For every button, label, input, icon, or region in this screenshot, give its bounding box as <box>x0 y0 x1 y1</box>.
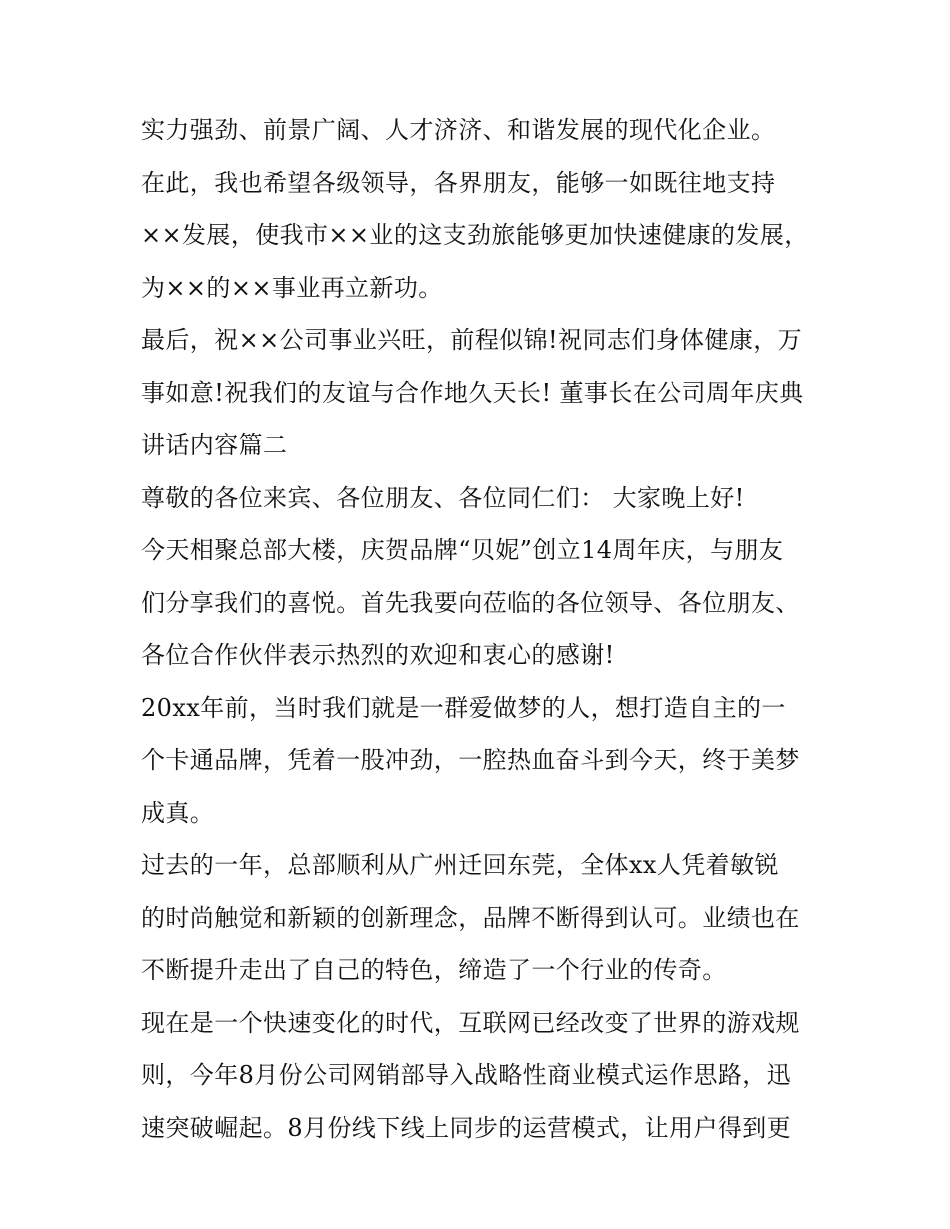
text-line: 的时尚触觉和新颖的创新理念，品牌不断得到认可。业绩也在 <box>141 903 800 932</box>
document-body <box>141 104 821 1154</box>
text-line: 各位合作伙伴表示热烈的欢迎和衷心的感谢! <box>141 641 615 669</box>
section-heading: 讲话内容篇二 <box>141 431 288 459</box>
greeting-line: 尊敬的各位来宾、各位朋友、各位同仁们： 大家晚上好! <box>141 483 745 512</box>
text-line: 们分享我们的喜悦。首先我要向莅临的各位领导、各位朋友、 <box>141 588 800 617</box>
text-line: 今天相聚总部大楼，庆贺品牌“贝妮”创立14周年庆，与朋友 <box>141 536 784 564</box>
text-line: 为××的××事业再立新功。 <box>141 273 443 302</box>
text-line: 则，今年8月份公司网销部导入战略性商业模式运作思路，迅 <box>141 1061 792 1089</box>
text-line: 在此，我也希望各级领导，各界朋友，能够一如既往地支持 <box>141 168 776 197</box>
text-line: 现在是一个快速变化的时代，互联网已经改变了世界的游戏规 <box>141 1008 800 1037</box>
text-line: 20xx年前，当时我们就是一群爱做梦的人，想打造自主的一 <box>141 693 786 722</box>
text-line: 成真。 <box>141 798 215 827</box>
text-line: 最后，祝××公司事业兴旺，前程似锦!祝同志们身体健康，万 <box>141 326 803 354</box>
text-line: 事如意!祝我们的友谊与合作地久天长! 董事长在公司周年庆典 <box>141 378 804 407</box>
text-line: ××发展，使我市××业的这支劲旅能够更加快速健康的发展， <box>141 221 809 249</box>
text-line: 速突破崛起。8月份线下线上同步的运营模式，让用户得到更 <box>141 1113 792 1142</box>
text-line: 个卡通品牌，凭着一股冲劲，一腔热血奋斗到今天，终于美梦 <box>141 746 800 774</box>
text-line: 过去的一年，总部顺利从广州迁回东莞，全体xx人凭着敏锐 <box>141 851 779 879</box>
text-line: 不断提升走出了自己的特色，缔造了一个行业的传奇。 <box>141 956 727 984</box>
text-line: 实力强劲、前景广阔、人才济济、和谐发展的现代化企业。 <box>141 116 776 144</box>
